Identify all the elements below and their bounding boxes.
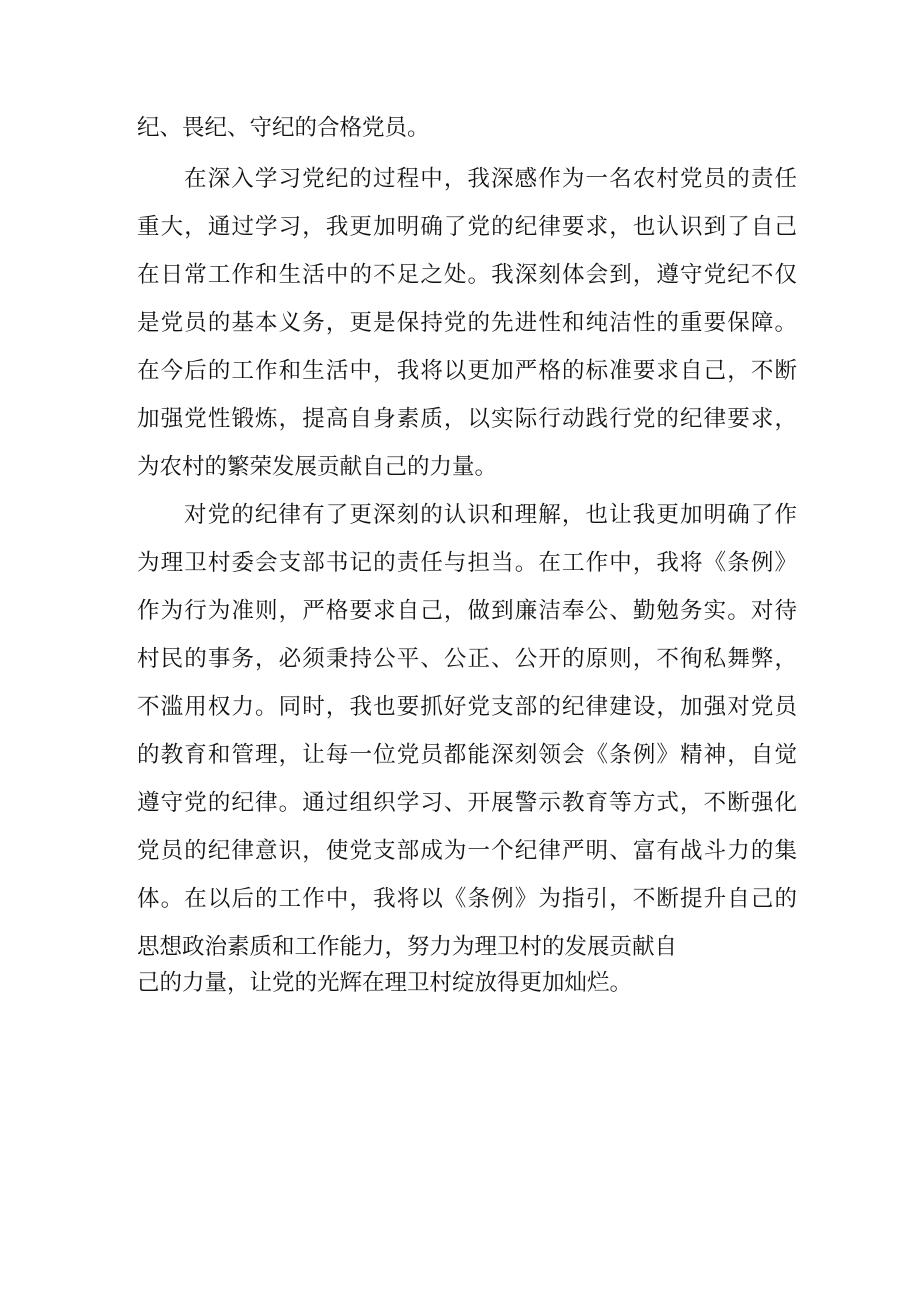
paragraph-2-line-2: 重大，通过学习，我更加明确了党的纪律要求，也认识到了自己 bbox=[137, 214, 797, 240]
paragraph-3-line-3: 作为行为准则，严格要求自己，做到廉洁奉公、勤勉务实。对待 bbox=[137, 598, 797, 624]
paragraph-2-line-7: 为农村的繁荣发展贡献自己的力量。 bbox=[137, 454, 498, 480]
paragraph-3-line-4: 村民的事务，必须秉持公平、公正、公开的原则，不徇私舞弊， bbox=[137, 646, 797, 672]
paragraph-3-line-2: 为理卫村委会支部书记的责任与担当。在工作中，我将《条例》 bbox=[137, 550, 797, 576]
paragraph-3-line-7: 遵守党的纪律。通过组织学习、开展警示教育等方式，不断强化 bbox=[137, 790, 797, 816]
paragraph-3-line-6: 的教育和管理，让每一位党员都能深刻领会《条例》精神，自觉 bbox=[137, 742, 797, 768]
paragraph-3-line-1: 对党的纪律有了更深刻的认识和理解，也让我更加明确了作 bbox=[184, 502, 797, 528]
paragraph-2-line-4: 是党员的基本义务，更是保持党的先进性和纯洁性的重要保障。 bbox=[137, 310, 797, 336]
paragraph-3-line-8: 党员的纪律意识，使党支部成为一个纪律严明、富有战斗力的集 bbox=[137, 838, 797, 864]
paragraph-2-line-3: 在日常工作和生活中的不足之处。我深刻体会到，遵守党纪不仅 bbox=[137, 262, 797, 288]
paragraph-2-line-6: 加强党性锻炼，提高自身素质，以实际行动践行党的纪律要求， bbox=[137, 406, 797, 432]
paragraph-2-line-5: 在今后的工作和生活中，我将以更加严格的标准要求自己，不断 bbox=[137, 358, 797, 384]
paragraph-3-line-11: 己的力量，让党的光辉在理卫村绽放得更加灿烂。 bbox=[137, 970, 633, 996]
paragraph-3-line-5: 不滥用权力。同时，我也要抓好党支部的纪律建设，加强对党员 bbox=[137, 694, 797, 720]
paragraph-3-line-10: 思想政治素质和工作能力，努力为理卫村的发展贡献自 bbox=[137, 934, 678, 960]
paragraph-3-line-9: 体。在以后的工作中，我将以《条例》为指引，不断提升自己的 bbox=[137, 886, 797, 912]
paragraph-2-line-1: 在深入学习党纪的过程中，我深感作为一名农村党员的责任 bbox=[184, 166, 797, 192]
paragraph-1-line-1: 纪、畏纪、守纪的合格党员。 bbox=[137, 115, 430, 141]
